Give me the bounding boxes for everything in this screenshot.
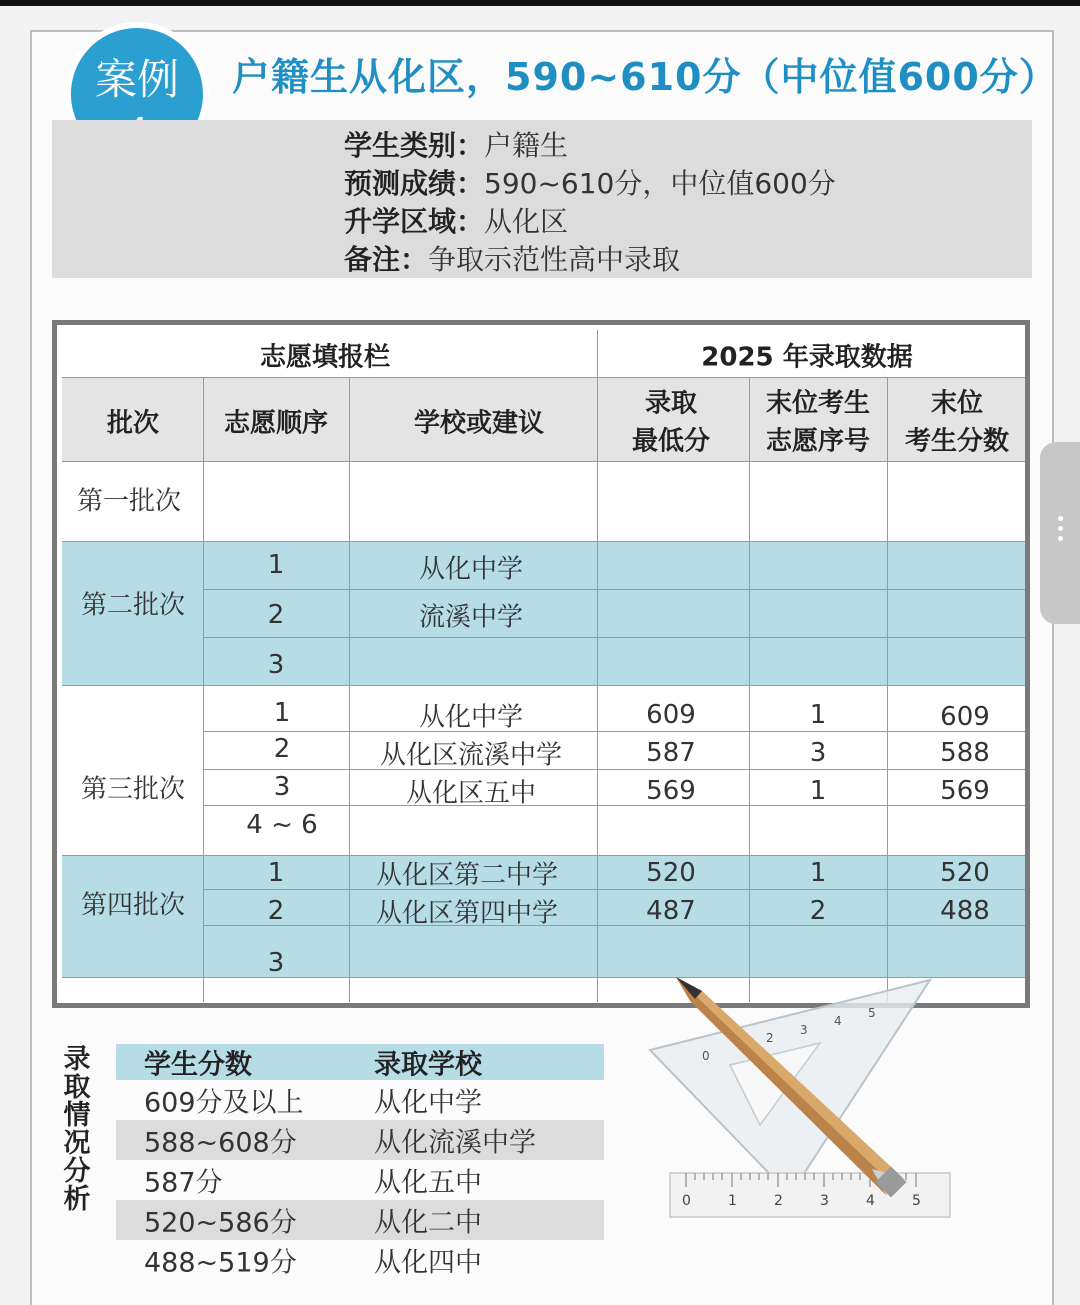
batch3-last: 588: [940, 738, 990, 768]
batch3-school: 从化区五中: [405, 778, 537, 809]
divider: [62, 377, 1025, 378]
batch4-min: 487: [646, 896, 696, 926]
analysis-school: 从化二中: [374, 1207, 482, 1239]
triangle-tick: 2: [766, 1031, 774, 1045]
batch2-label: 第二批次: [80, 590, 186, 621]
col-header-order: 志愿顺序: [223, 408, 329, 439]
info-area-value: 从化区: [484, 205, 569, 238]
analysis-row: [116, 1240, 604, 1280]
info-score-value: 590~610分，中位值600分: [484, 167, 836, 200]
divider: [597, 330, 598, 1002]
analysis-row: [116, 1160, 604, 1200]
divider: [203, 731, 1025, 732]
analysis-score: 588~608分: [144, 1127, 297, 1159]
analysis-score: 587分: [144, 1167, 223, 1199]
col-header-min-1: 录取: [644, 388, 698, 419]
batch3-min: 569: [646, 776, 696, 806]
ruler-tick: 3: [820, 1193, 829, 1209]
batch2-order: 3: [267, 650, 285, 680]
batch3-order: 4 ~ 6: [246, 810, 318, 840]
page-title: 户籍生从化区，590~610分（中位值600分）: [232, 55, 1058, 99]
batch4-min: 520: [646, 858, 696, 888]
analysis-school: 从化流溪中学: [374, 1127, 536, 1159]
analysis-col-score: 学生分数: [144, 1049, 252, 1081]
batch4-school: 从化区第二中学: [375, 860, 559, 891]
col-header-min-2: 最低分: [631, 426, 711, 457]
batch4-seq: 2: [809, 896, 827, 926]
ruler-tick: 2: [774, 1193, 783, 1209]
analysis-score: 609分及以上: [144, 1087, 304, 1119]
batch3-order: 1: [273, 698, 291, 728]
ruler-pencil-illustration: [640, 955, 1040, 1255]
triangle-tick: 0: [702, 1049, 710, 1063]
info-area: [344, 200, 568, 240]
divider: [62, 461, 1025, 462]
info-score: [344, 162, 836, 202]
batch2-order: 1: [267, 550, 285, 580]
info-area-key: 升学区域：: [344, 205, 485, 238]
batch4-label: 第四批次: [80, 890, 186, 921]
triangle-tick: 4: [834, 1014, 842, 1028]
batch2-order: 2: [267, 600, 285, 630]
divider: [62, 541, 1025, 542]
analysis-title: 录取情况分析: [63, 1044, 91, 1215]
divider: [203, 769, 1025, 770]
ruler-tick: 4: [866, 1193, 875, 1209]
ruler-tick: 5: [912, 1193, 921, 1209]
col-header-batch: 批次: [106, 408, 160, 439]
info-note-key: 备注：: [344, 243, 429, 276]
analysis-school: 从化中学: [374, 1087, 482, 1119]
info-category: [344, 124, 568, 164]
info-score-key: 预测成绩：: [344, 167, 485, 200]
col-header-seq-2: 志愿序号: [765, 426, 871, 457]
batch4-last: 520: [940, 858, 990, 888]
batch3-label: 第三批次: [80, 774, 186, 805]
batch2-school: 从化中学: [418, 554, 524, 585]
analysis-col-school: 录取学校: [374, 1049, 482, 1081]
top-border: [0, 0, 1080, 6]
batch3-seq: 3: [809, 738, 827, 768]
batch4-order: 2: [267, 896, 285, 926]
ruler-tick: 0: [682, 1193, 691, 1209]
batch3-last: 569: [940, 776, 990, 806]
info-category-value: 户籍生: [484, 129, 569, 162]
divider: [887, 377, 888, 1002]
analysis-row: [116, 1120, 604, 1160]
batch4-order: 3: [267, 948, 285, 978]
col-header-seq-1: 末位考生: [765, 388, 871, 419]
info-box: [52, 120, 1032, 278]
analysis-school: 从化四中: [374, 1247, 482, 1279]
batch3-min: 609: [646, 700, 696, 730]
analysis-header-row: [116, 1044, 604, 1080]
info-note-value: 争取示范性高中录取: [428, 243, 681, 276]
col-header-school: 学校或建议: [413, 408, 545, 439]
triangle-tick: 5: [868, 1006, 876, 1020]
badge-label: 案例: [94, 55, 180, 104]
analysis-row: [116, 1080, 604, 1120]
batch3-seq: 1: [809, 776, 827, 806]
application-table: [52, 320, 1030, 1008]
divider: [62, 685, 1025, 686]
divider: [203, 637, 1025, 638]
divider: [203, 889, 1025, 890]
batch2-school: 流溪中学: [418, 602, 524, 633]
batch4-order: 1: [267, 858, 285, 888]
batch4-seq: 1: [809, 858, 827, 888]
analysis-score: 520~586分: [144, 1207, 297, 1239]
batch4-school: 从化区第四中学: [375, 898, 559, 929]
batch3-last: 609: [940, 702, 990, 732]
analysis-score: 488~519分: [144, 1247, 297, 1279]
info-category-key: 学生类别：: [344, 129, 485, 162]
divider: [349, 377, 350, 1002]
batch3-school: 从化中学: [418, 702, 524, 733]
batch1-label: 第一批次: [76, 486, 182, 517]
group-header-left: 志愿填报栏: [259, 342, 391, 373]
divider: [203, 589, 1025, 590]
batch2-band: [62, 541, 1025, 685]
analysis-table: [116, 1044, 604, 1280]
info-note: [344, 238, 680, 278]
divider: [203, 805, 1025, 806]
analysis-row: [116, 1200, 604, 1240]
batch3-school: 从化区流溪中学: [379, 740, 563, 771]
batch4-last: 488: [940, 896, 990, 926]
batch3-seq: 1: [809, 700, 827, 730]
batch3-order: 3: [273, 772, 291, 802]
scroll-handle[interactable]: [1040, 442, 1080, 624]
ruler-tick: 1: [728, 1193, 737, 1209]
more-dots-icon: [1058, 516, 1064, 546]
triangle-tick: 3: [800, 1023, 808, 1037]
col-header-last-2: 考生分数: [904, 426, 1010, 457]
group-header-right: 2025 年录取数据: [701, 342, 913, 373]
batch3-order: 2: [273, 734, 291, 764]
divider: [203, 377, 204, 1002]
batch3-min: 587: [646, 738, 696, 768]
analysis-school: 从化五中: [374, 1167, 482, 1199]
col-header-last-1: 末位: [930, 388, 984, 419]
divider: [203, 925, 1025, 926]
divider: [749, 377, 750, 1002]
